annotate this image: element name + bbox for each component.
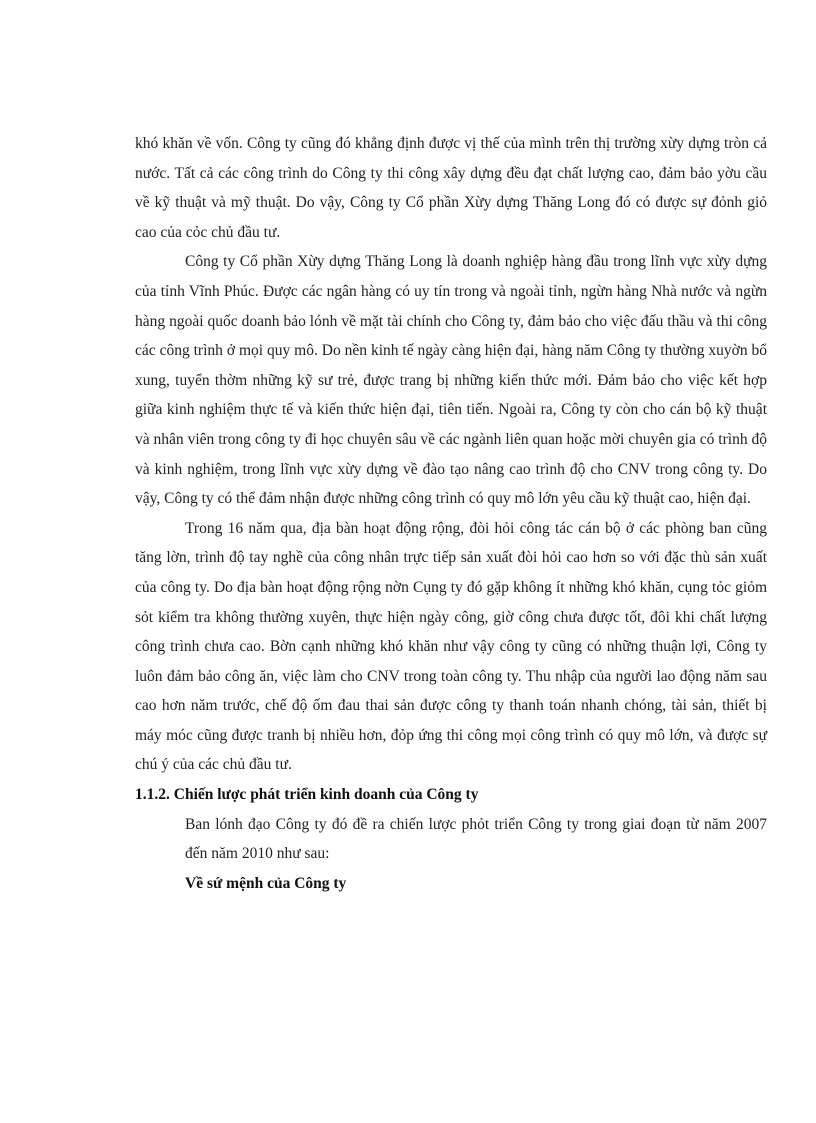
section-paragraph: Ban lónh đạo Công ty đó đề ra chiến lược phỏt triển Công ty trong giai đoạn từ năm 2007 đến năm 2010 như sau: bbox=[185, 815, 767, 863]
section-heading: 1.1.2. Chiến lược phát triển kinh doanh của Công ty bbox=[135, 786, 479, 804]
paragraph-company-profile: Công ty Cổ phần Xừy dựng Thăng Long là doanh nghiệp hàng đầu trong lĩnh vực xừy dựng của tỉnh Vĩnh Phúc. Được các ngân hàng có uy tín trong và ngoài tỉnh, ngừn hàng Nhà nước và ngừn hàng ngoài quốc doanh bảo lónh về mặt tài chính cho Công ty, đảm bảo cho việc đấu thầu và thi công các công trình ở mọi quy mô. Do nền kinh tế ngày càng hiện đại, hàng năm Công ty thường xuyờn bổ xung, tuyển thờm những kỹ sư trẻ, được trang bị những kiến thức mới. Đảm bảo cho việc kết hợp giữa kinh nghiệm thực tế và kiến thức hiện đại, tiên tiến. Ngoài ra, Công ty còn cho cán bộ kỹ thuật và nhân viên trong công ty đi học chuyên sâu về các ngành liên quan hoặc mời chuyên gia có trình độ và kinh nghiệm, trong lĩnh vực xừy dựng về đào tạo nâng cao trình độ cho CNV trong công ty. Do vậy, Công ty có thể đảm nhận được những công trình có quy mô lớn yêu cầu kỹ thuật cao, hiện đại. bbox=[135, 253, 767, 508]
paragraph-continuation: khó khăn về vốn. Công ty cũng đó khẳng định được vị thế của mình trên thị trường xừy dựng tròn cả nước. Tất cả các công trình do Công ty thi công xây dựng đều đạt chất lượng cao, đảm bảo yờu cầu về kỹ thuật và mỹ thuật. Do vậy, Công ty Cổ phần Xừy dựng Thăng Long đó có được sự đỏnh giỏ cao của cỏc chủ đầu tư. bbox=[135, 135, 767, 241]
subsection-heading: Về sứ mệnh của Công ty bbox=[185, 874, 347, 892]
paragraph-operations: Trong 16 năm qua, địa bàn hoạt động rộng, đòi hỏi công tác cán bộ ở các phòng ban cũng tăng lờn, trình độ tay nghề của công nhân trực tiếp sản xuất đòi hỏi cao hơn so với đặc thù sản xuất của công ty. Do địa bàn hoạt động rộng nờn Cụng ty đó gặp không ít những khó khăn, cụng tỏc giỏm sỏt kiểm tra không thường xuyên, thực hiện ngày công, giờ công chưa được tốt, đôi khi chất lượng công trình chưa cao. Bờn cạnh những khó khăn như vậy công ty cũng có những thuận lợi, Công ty luôn đảm bảo công ăn, việc làm cho CNV trong toàn công ty. Thu nhập của người lao động năm sau cao hơn năm trước, chế độ ốm đau thai sản được công ty thanh toán nhanh chóng, tài sản, thiết bị máy móc cũng được tranh bị nhiều hơn, đỏp ứng thi công mọi công trình có quy mô lớn, và được sự chú ý của các chủ đầu tư. bbox=[135, 519, 767, 774]
document-body bbox=[135, 129, 767, 898]
